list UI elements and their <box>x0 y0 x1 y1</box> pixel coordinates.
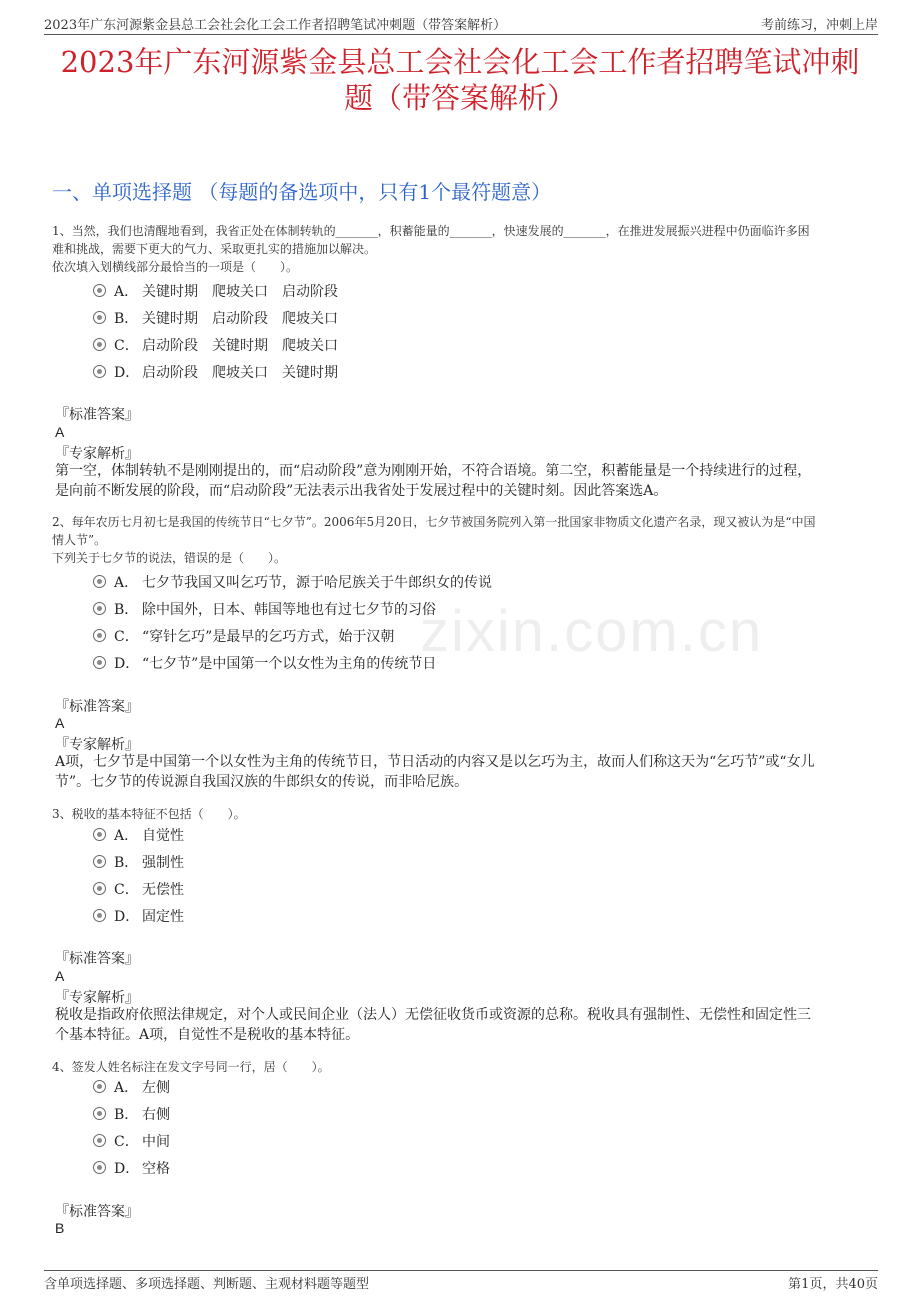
radio-icon[interactable] <box>93 828 106 841</box>
radio-icon[interactable] <box>93 1107 106 1120</box>
q2-option-c[interactable] <box>93 628 394 646</box>
answer-label: 『标准答案』 <box>55 699 139 715</box>
option-letter: B． <box>114 311 139 327</box>
question-stem-line: 2、每年农历七月初七是我国的传统节日“七夕节”。2006年5月20日，七夕节被国务院列入第一批国家非物质文化遗产名录，现又被认为是“中国 <box>52 515 816 529</box>
q1-option-c[interactable] <box>93 337 338 355</box>
q1-option-d[interactable] <box>93 364 338 382</box>
option-letter: C． <box>114 629 139 645</box>
q2-option-d[interactable] <box>93 655 436 673</box>
title-line-2: 题（带答案解析） <box>343 81 576 115</box>
title-line-1: 2023年广东河源紫金县总工会社会化工会工作者招聘笔试冲刺 <box>60 45 860 79</box>
option-text: 固定性 <box>142 909 184 925</box>
header-slogan: 考前练习，冲刺上岸 <box>760 18 878 33</box>
option-letter: B． <box>114 1107 139 1123</box>
option-text: “穿针乞巧”是最早的乞巧方式，始于汉朝 <box>142 629 395 645</box>
q2-analysis <box>55 752 867 792</box>
radio-icon[interactable] <box>93 602 106 615</box>
radio-icon[interactable] <box>93 1080 106 1093</box>
q2-option-a[interactable] <box>93 574 492 592</box>
radio-icon[interactable] <box>93 1161 106 1174</box>
q3-option-c[interactable] <box>93 881 184 899</box>
option-letter: C． <box>114 882 139 898</box>
option-text: 强制性 <box>142 855 184 871</box>
analysis-line: A项，七夕节是中国第一个以女性为主角的传统节日，节日活动的内容又是以乞巧为主，故而人们称这天为“乞巧节”或“女儿 <box>55 754 815 770</box>
q1-option-b[interactable] <box>93 310 338 328</box>
q1-option-a[interactable] <box>93 283 338 301</box>
option-letter: D． <box>114 909 140 925</box>
radio-icon[interactable] <box>93 311 106 324</box>
question-2-stem <box>52 513 870 567</box>
option-text: “七夕节”是中国第一个以女性为主角的传统节日 <box>142 656 437 672</box>
option-text: 自觉性 <box>142 828 184 844</box>
question-stem-line: 难和挑战，需要下更大的气力、采取更扎实的措施加以解决。 <box>52 242 377 256</box>
q3-analysis <box>55 1005 867 1045</box>
radio-icon[interactable] <box>93 1134 106 1147</box>
q1-analysis <box>55 461 867 501</box>
q4-option-c[interactable] <box>93 1133 170 1151</box>
q3-option-a[interactable] <box>93 827 184 845</box>
radio-icon[interactable] <box>93 629 106 642</box>
option-letter: B． <box>114 602 139 618</box>
radio-icon[interactable] <box>93 365 106 378</box>
section-heading: 一、单项选择题 （每题的备选项中，只有1个最符题意） <box>52 180 552 204</box>
option-text: 关键时期 启动阶段 爬坡关口 <box>142 311 338 327</box>
q4-option-a[interactable] <box>93 1079 170 1097</box>
option-letter: A． <box>114 284 139 300</box>
option-text: 空格 <box>142 1161 170 1177</box>
option-text: 右侧 <box>142 1107 170 1123</box>
q4-option-d[interactable] <box>93 1160 170 1178</box>
option-text: 中间 <box>142 1134 170 1150</box>
page-footer <box>44 1270 878 1293</box>
q3-answer: A <box>55 968 65 984</box>
radio-icon[interactable] <box>93 284 106 297</box>
q3-option-d[interactable] <box>93 908 184 926</box>
radio-icon[interactable] <box>93 338 106 351</box>
q4-option-b[interactable] <box>93 1106 170 1124</box>
option-letter: C． <box>114 1134 139 1150</box>
analysis-label: 『专家解析』 <box>55 737 139 753</box>
option-letter: D． <box>114 656 140 672</box>
analysis-label: 『专家解析』 <box>55 990 139 1006</box>
option-letter: D． <box>114 365 140 381</box>
radio-icon[interactable] <box>93 575 106 588</box>
option-text: 启动阶段 关键时期 爬坡关口 <box>142 338 338 354</box>
header-doc-title: 2023年广东河源紫金县总工会社会化工会工作者招聘笔试冲刺题（带答案解析） <box>44 18 507 33</box>
analysis-line: 第一空，体制转轨不是刚刚提出的，而“启动阶段”意为刚刚开始，不符合语境。第二空，积蓄能量是一个持续进行的过程， <box>55 463 812 479</box>
question-stem-line: 3、税收的基本特征不包括（ ）。 <box>52 807 246 821</box>
analysis-line: 节”。七夕节的传说源自我国汉族的牛郎织女的传说，而非哈尼族。 <box>55 774 469 790</box>
radio-icon[interactable] <box>93 855 106 868</box>
option-letter: A． <box>114 1080 139 1096</box>
page-title <box>40 44 880 116</box>
q2-option-b[interactable] <box>93 601 436 619</box>
analysis-line: 是向前不断发展的阶段，而“启动阶段”无法表示出我省处于发展过程中的关键时刻。因此答案选A。 <box>55 483 668 499</box>
radio-icon[interactable] <box>93 909 106 922</box>
option-letter: A． <box>114 575 139 591</box>
q3-option-b[interactable] <box>93 854 184 872</box>
footer-question-types: 含单项选择题、多项选择题、判断题、主观材料题等题型 <box>44 1277 370 1292</box>
watermark: zixin.com.cn <box>420 599 764 664</box>
radio-icon[interactable] <box>93 882 106 895</box>
option-text: 启动阶段 爬坡关口 关键时期 <box>142 365 338 381</box>
question-stem-line: 4、签发人姓名标注在发文字号同一行，居（ ）。 <box>52 1060 330 1074</box>
question-3-stem <box>52 805 870 823</box>
option-letter: D． <box>114 1161 140 1177</box>
analysis-line: 个基本特征。A项，自觉性不是税收的基本特征。 <box>55 1027 360 1043</box>
question-stem-line: 下列关于七夕节的说法，错误的是（ ）。 <box>52 551 287 565</box>
question-stem-line: 情人节”。 <box>52 533 107 547</box>
q1-answer: A <box>55 424 65 440</box>
q2-answer: A <box>55 715 65 731</box>
answer-label: 『标准答案』 <box>55 407 139 423</box>
analysis-line: 税收是指政府依照法律规定，对个人或民间企业（法人）无偿征收货币或资源的总称。税收具有强制性、无偿性和固定性三 <box>55 1007 811 1023</box>
option-text: 左侧 <box>142 1080 170 1096</box>
q4-answer: B <box>55 1220 65 1236</box>
page-header <box>44 14 878 35</box>
option-text: 无偿性 <box>142 882 184 898</box>
question-4-stem <box>52 1058 870 1076</box>
answer-label: 『标准答案』 <box>55 951 139 967</box>
option-letter: A． <box>114 828 139 844</box>
question-stem-line: 依次填入划横线部分最恰当的一项是（ ）。 <box>52 260 299 274</box>
analysis-label: 『专家解析』 <box>55 446 139 462</box>
option-letter: B． <box>114 855 139 871</box>
option-text: 除中国外，日本、韩国等地也有过七夕节的习俗 <box>142 602 436 618</box>
answer-label: 『标准答案』 <box>55 1204 139 1220</box>
page-number: 第1页，共40页 <box>788 1277 878 1292</box>
option-text: 七夕节我国又叫乞巧节，源于哈尼族关于牛郎织女的传说 <box>142 575 492 591</box>
question-1-stem <box>52 222 870 276</box>
option-letter: C． <box>114 338 139 354</box>
option-text: 关键时期 爬坡关口 启动阶段 <box>142 284 338 300</box>
radio-icon[interactable] <box>93 656 106 669</box>
question-stem-line: 1、当然，我们也清醒地看到，我省正处在体制转轨的_______，积蓄能量的_______，快速发展的_______，在推进发展振兴进程中仍面临许多困 <box>52 224 810 238</box>
